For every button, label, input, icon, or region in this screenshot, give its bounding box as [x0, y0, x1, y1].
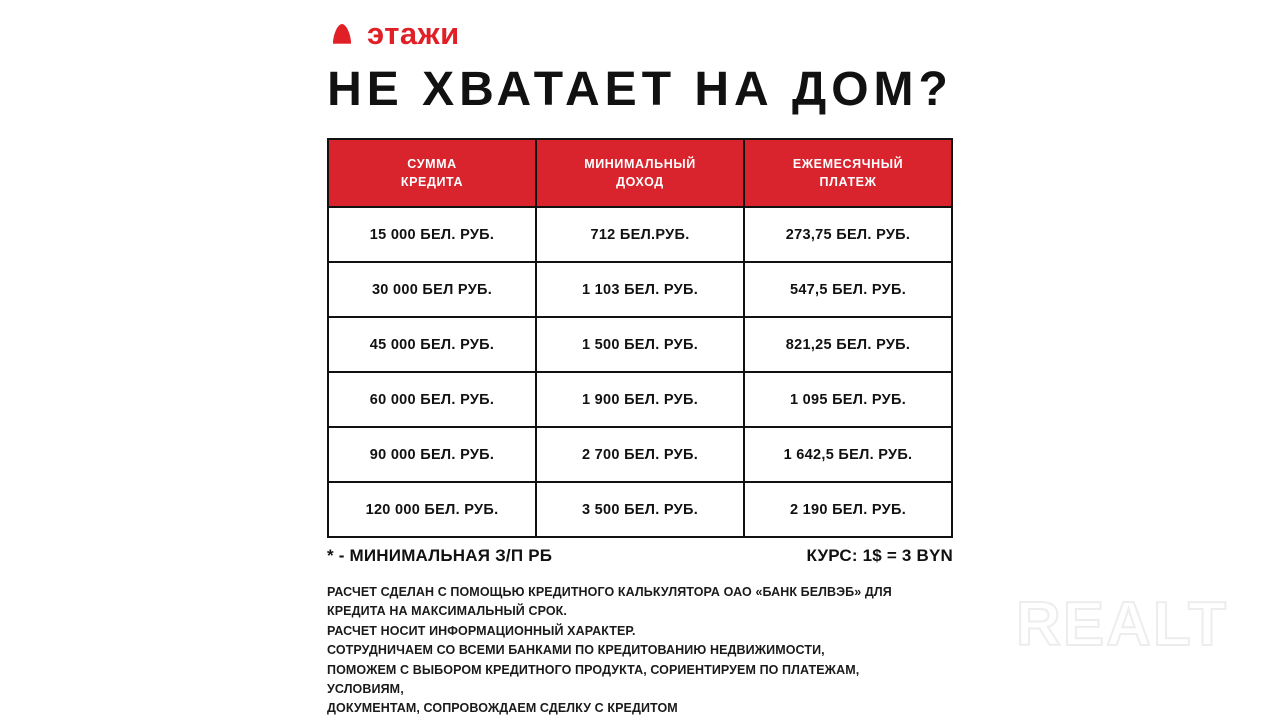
- cell-income: 3 500 БЕЛ. РУБ.: [536, 482, 744, 537]
- cell-amount: 120 000 БЕЛ. РУБ.: [328, 482, 536, 537]
- cell-income: 712 БЕЛ.РУБ.: [536, 207, 744, 262]
- table-row: [328, 482, 952, 537]
- note-minimum-salary: * - МИНИМАЛЬНАЯ З/П РБ: [327, 546, 553, 565]
- table-row: [328, 427, 952, 482]
- cell-amount: 60 000 БЕЛ. РУБ.: [328, 372, 536, 427]
- cell-payment: 273,75 БЕЛ. РУБ.: [744, 207, 952, 262]
- brand-name: этажи: [367, 16, 460, 51]
- column-header-income-line1: МИНИМАЛЬНЫЙ: [584, 156, 696, 171]
- credit-table: [327, 138, 953, 538]
- table-row: [328, 262, 952, 317]
- table-row: [328, 207, 952, 262]
- fineprint-line: УСЛОВИЯМ,: [327, 681, 404, 696]
- fineprint-line: СОТРУДНИЧАЕМ СО ВСЕМИ БАНКАМИ ПО КРЕДИТОВАНИЮ НЕДВИЖИМОСТИ,: [327, 643, 825, 658]
- column-header-income: [536, 139, 744, 207]
- fineprint-line: ПОМОЖЕМ С ВЫБОРОМ КРЕДИТНОГО ПРОДУКТА, СОРИЕНТИРУЕМ ПО ПЛАТЕЖАМ,: [327, 662, 860, 677]
- column-header-payment-line2: ПЛАТЕЖ: [819, 175, 877, 189]
- table-header-row: [328, 139, 952, 207]
- column-header-payment: [744, 139, 952, 207]
- cell-amount: 90 000 БЕЛ. РУБ.: [328, 427, 536, 482]
- watermark: REALT: [1015, 590, 1228, 659]
- cell-payment: 821,25 БЕЛ. РУБ.: [744, 317, 952, 372]
- fineprint-line: РАСЧЕТ НОСИТ ИНФОРМАЦИОННЫЙ ХАРАКТЕР.: [327, 623, 636, 638]
- column-header-amount: [328, 139, 536, 207]
- table-row: [328, 372, 952, 427]
- cell-payment: 547,5 БЕЛ. РУБ.: [744, 262, 952, 317]
- column-header-amount-line1: СУММА: [407, 156, 457, 171]
- cell-payment: 1 095 БЕЛ. РУБ.: [744, 372, 952, 427]
- house-icon: [327, 21, 357, 47]
- note-exchange-rate: КУРС: 1$ = 3 BYN: [806, 546, 953, 565]
- cell-amount: 45 000 БЕЛ. РУБ.: [328, 317, 536, 372]
- cell-amount: 15 000 БЕЛ. РУБ.: [328, 207, 536, 262]
- brand-logo: [327, 18, 460, 49]
- fineprint-line: ДОКУМЕНТАМ, СОПРОВОЖДАЕМ СДЕЛКУ С КРЕДИТОМ: [327, 701, 678, 716]
- cell-income: 1 900 БЕЛ. РУБ.: [536, 372, 744, 427]
- column-header-amount-line2: КРЕДИТА: [400, 175, 464, 189]
- page-title: НЕ ХВАТАЕТ НА ДОМ?: [327, 63, 953, 116]
- cell-amount: 30 000 БЕЛ РУБ.: [328, 262, 536, 317]
- cell-income: 1 500 БЕЛ. РУБ.: [536, 317, 744, 372]
- column-header-payment-line1: ЕЖЕМЕСЯЧНЫЙ: [792, 156, 904, 171]
- fineprint-line: РАСЧЕТ СДЕЛАН С ПОМОЩЬЮ КРЕДИТНОГО КАЛЬКУЛЯТОРА ОАО «БАНК БЕЛВЭБ» ДЛЯ: [327, 585, 892, 599]
- cell-income: 2 700 БЕЛ. РУБ.: [536, 427, 744, 482]
- column-header-income-line2: ДОХОД: [616, 175, 664, 189]
- cell-payment: 1 642,5 БЕЛ. РУБ.: [744, 427, 952, 482]
- notes-row: [327, 546, 953, 566]
- table-row: [328, 317, 952, 372]
- cell-income: 1 103 БЕЛ. РУБ.: [536, 262, 744, 317]
- fineprint-block: [327, 583, 967, 719]
- credit-table-container: [327, 138, 953, 538]
- fineprint-line: КРЕДИТА НА МАКСИМАЛЬНЫЙ СРОК.: [327, 604, 567, 619]
- cell-payment: 2 190 БЕЛ. РУБ.: [744, 482, 952, 537]
